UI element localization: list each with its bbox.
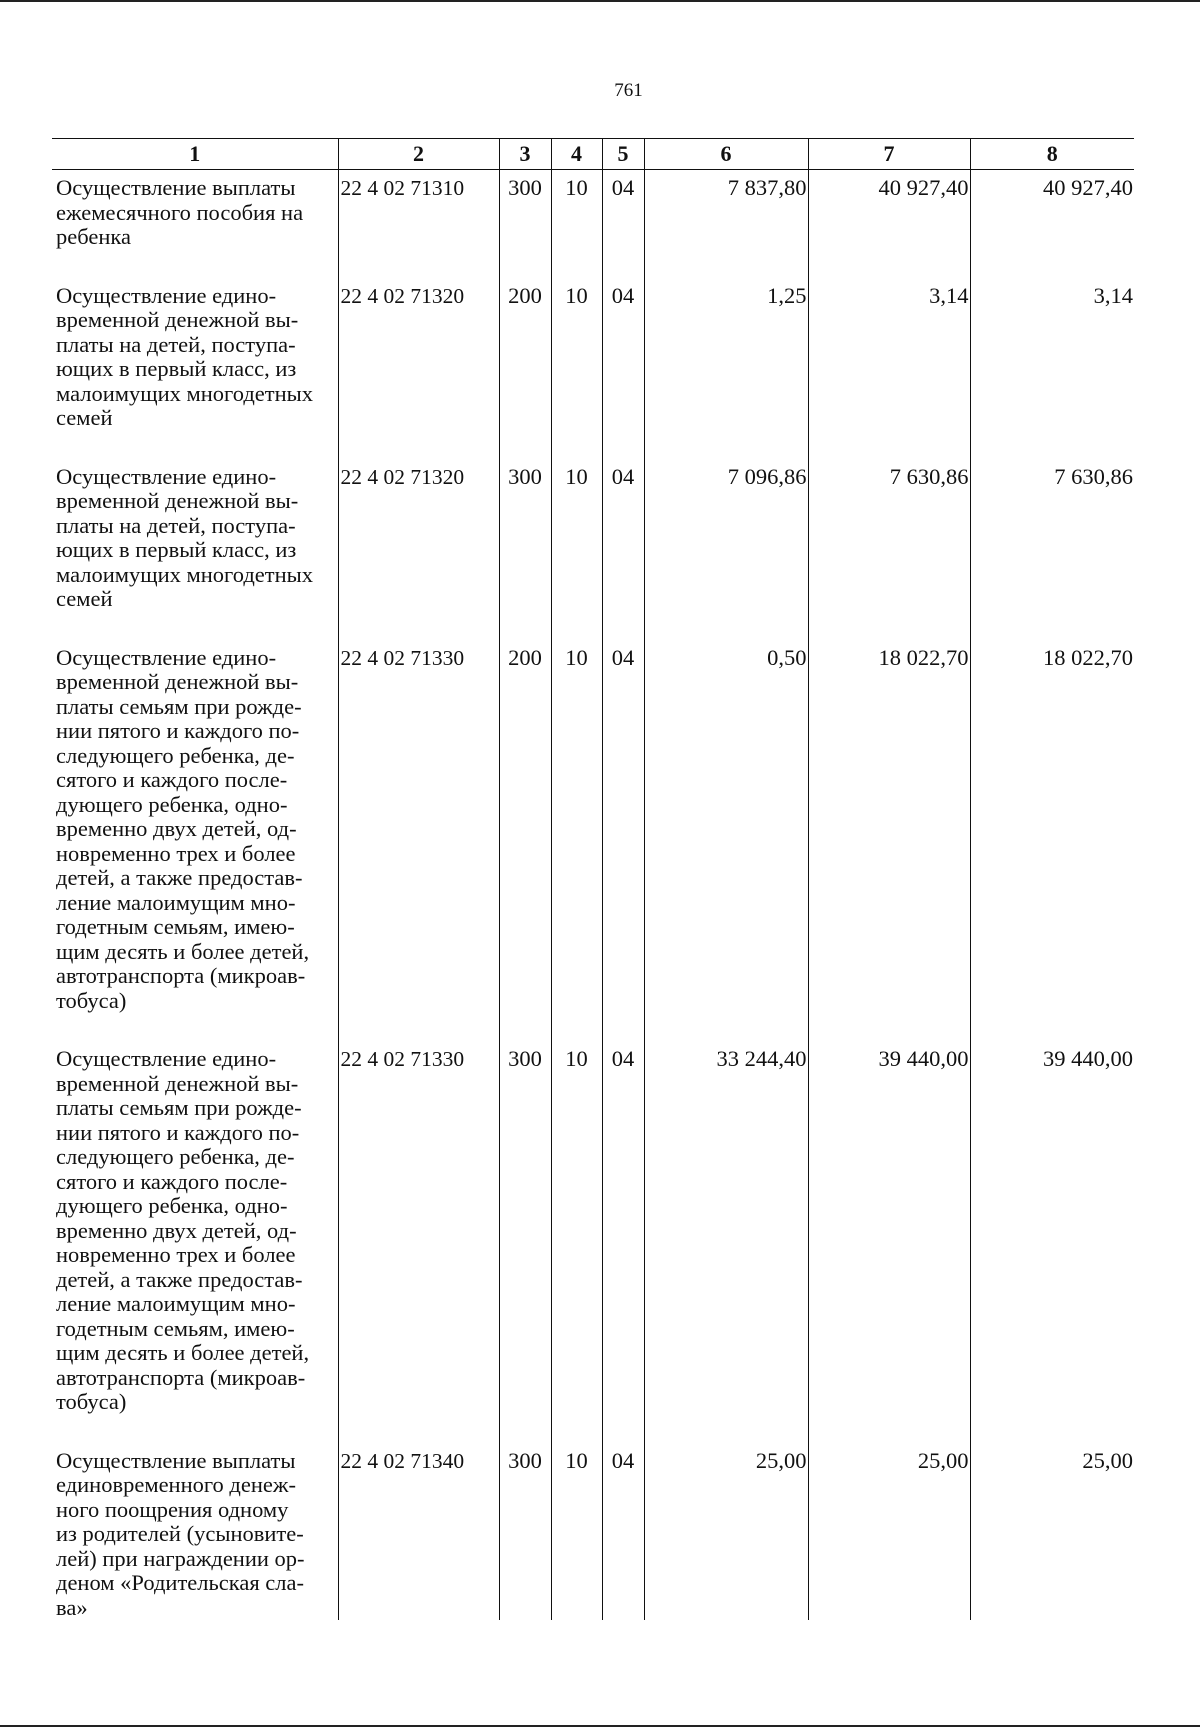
table-row	[52, 459, 1134, 612]
row-col3: 300	[499, 1041, 551, 1415]
row-col8: 39 440,00	[970, 1041, 1134, 1415]
row-name-line: нии пятого и каждого по-	[56, 1119, 300, 1145]
col-header-8: 8	[970, 139, 1134, 170]
col-header-3: 3	[499, 139, 551, 170]
row-col8: 7 630,86	[970, 459, 1134, 612]
row-gap	[52, 1013, 1134, 1041]
col-header-7: 7	[808, 139, 970, 170]
row-name-line: сятого и каждого после-	[56, 1168, 288, 1194]
row-code: 22 4 02 71340	[338, 1443, 499, 1621]
row-name-line: тобуса)	[56, 987, 127, 1013]
col-header-1: 1	[52, 139, 338, 170]
row-col7: 3,14	[808, 278, 970, 431]
row-name-line: Осуществление едино-	[56, 1046, 277, 1071]
row-name-line: лей) при награждении ор-	[56, 1545, 305, 1571]
row-col7: 39 440,00	[808, 1041, 970, 1415]
col-header-2: 2	[338, 139, 499, 170]
row-col4: 10	[551, 1443, 602, 1621]
row-name-line: единовременного денеж-	[56, 1472, 296, 1497]
row-name-line: семей	[56, 586, 113, 611]
row-col6: 1,25	[644, 278, 808, 431]
row-name-line: дующего ребенка, одно-	[56, 791, 288, 817]
row-col8: 40 927,40	[970, 170, 1134, 250]
col-header-6: 6	[644, 139, 808, 170]
row-name-cell	[52, 459, 338, 612]
row-code: 22 4 02 71310	[338, 170, 499, 250]
table-row	[52, 1443, 1134, 1621]
row-name-line: ребенка	[56, 224, 131, 249]
row-name-cell	[52, 278, 338, 431]
row-name-cell	[52, 1041, 338, 1415]
row-col5: 04	[602, 1443, 644, 1621]
row-col6: 7 096,86	[644, 459, 808, 612]
row-name-line: ление малоимущим мно-	[56, 889, 296, 915]
row-name-line: детей, а также предостав-	[56, 865, 303, 890]
row-name-line: временной денежной вы-	[56, 669, 299, 694]
row-col6: 0,50	[644, 640, 808, 1014]
row-name-line: платы семьям при рожде-	[56, 693, 302, 719]
row-code: 22 4 02 71330	[338, 640, 499, 1014]
row-name-line: автотранспорта (микроав-	[56, 963, 306, 988]
row-col3: 300	[499, 1443, 551, 1621]
row-col8: 3,14	[970, 278, 1134, 431]
row-name-line: щим десять и более детей,	[56, 938, 310, 964]
table-row	[52, 170, 1134, 250]
row-gap	[52, 431, 1134, 459]
row-col4: 10	[551, 170, 602, 250]
row-name-line: малоимущих многодетных	[56, 561, 313, 587]
row-code: 22 4 02 71330	[338, 1041, 499, 1415]
row-name-line: ющих в первый класс, из	[56, 356, 297, 381]
row-name-line: Осуществление выплаты	[56, 175, 296, 200]
row-name-line: ежемесячного пособия на	[56, 199, 304, 225]
table-row	[52, 278, 1134, 431]
row-col5: 04	[602, 640, 644, 1014]
row-name-line: платы на детей, поступа-	[56, 512, 296, 538]
row-col5: 04	[602, 1041, 644, 1415]
row-name-line: нии пятого и каждого по-	[56, 718, 300, 743]
row-col6: 25,00	[644, 1443, 808, 1621]
row-name-line: автотранспорта (микроав-	[56, 1364, 306, 1390]
row-col3: 300	[499, 459, 551, 612]
row-col8: 18 022,70	[970, 640, 1134, 1014]
row-col5: 04	[602, 278, 644, 431]
row-col7: 7 630,86	[808, 459, 970, 612]
row-col4: 10	[551, 459, 602, 612]
row-col6: 33 244,40	[644, 1041, 808, 1415]
col-header-5: 5	[602, 139, 644, 170]
row-col4: 10	[551, 278, 602, 431]
row-gap	[52, 612, 1134, 640]
header-row	[52, 139, 1134, 170]
row-col3: 300	[499, 170, 551, 250]
row-gap	[52, 1415, 1134, 1443]
row-col8: 25,00	[970, 1443, 1134, 1621]
row-name-line: временной денежной вы-	[56, 488, 299, 513]
row-name-line: сятого и каждого после-	[56, 767, 288, 792]
row-name-line: Осуществление едино-	[56, 644, 277, 670]
row-name-line: временно двух детей, од-	[56, 816, 297, 841]
row-name-line: временной денежной вы-	[56, 1070, 299, 1096]
row-name-line: платы семьям при рожде-	[56, 1095, 302, 1120]
row-col3: 200	[499, 640, 551, 1014]
row-code: 22 4 02 71320	[338, 459, 499, 612]
row-name-line: семей	[56, 405, 113, 430]
row-name-line: детей, а также предостав-	[56, 1266, 303, 1292]
col-header-4: 4	[551, 139, 602, 170]
row-name-line: ление малоимущим мно-	[56, 1291, 296, 1316]
row-col4: 10	[551, 1041, 602, 1415]
row-name-line: Осуществление едино-	[56, 463, 277, 489]
row-name-line: временно двух детей, од-	[56, 1217, 297, 1243]
row-gap	[52, 250, 1134, 278]
row-name-line: следующего ребенка, де-	[56, 1144, 295, 1169]
row-name-line: из родителей (усыновите-	[56, 1521, 304, 1546]
row-name-line: ющих в первый класс, из	[56, 537, 297, 562]
row-col4: 10	[551, 640, 602, 1014]
row-name-line: временной денежной вы-	[56, 307, 299, 332]
row-name-cell	[52, 170, 338, 250]
row-name-cell	[52, 1443, 338, 1621]
row-name-line: щим десять и более детей,	[56, 1340, 310, 1365]
row-name-line: тобуса)	[56, 1389, 127, 1414]
row-name-line: следующего ребенка, де-	[56, 742, 295, 768]
row-name-line: ного поощрения одному	[56, 1496, 289, 1522]
row-name-line: Осуществление едино-	[56, 282, 277, 308]
row-name-line: новременно трех и более	[56, 840, 296, 866]
row-col7: 18 022,70	[808, 640, 970, 1014]
page-number: 761	[614, 80, 643, 101]
row-col5: 04	[602, 459, 644, 612]
row-col3: 200	[499, 278, 551, 431]
row-name-line: ва»	[56, 1594, 88, 1620]
row-name-cell	[52, 640, 338, 1014]
row-name-line: платы на детей, поступа-	[56, 331, 296, 357]
row-col7: 40 927,40	[808, 170, 970, 250]
row-code: 22 4 02 71320	[338, 278, 499, 431]
table-row	[52, 1041, 1134, 1415]
row-name-line: годетным семьям, имею-	[56, 1315, 295, 1341]
row-name-line: дующего ребенка, одно-	[56, 1193, 288, 1218]
row-col5: 04	[602, 170, 644, 250]
row-name-line: деном «Родительская сла-	[56, 1570, 304, 1595]
budget-table	[52, 138, 1134, 1620]
row-name-line: годетным семьям, имею-	[56, 914, 295, 939]
row-col6: 7 837,80	[644, 170, 808, 250]
scan-edge-top	[0, 0, 1200, 2]
row-name-line: малоимущих многодетных	[56, 380, 313, 406]
table-row	[52, 640, 1134, 1014]
row-name-line: Осуществление выплаты	[56, 1447, 296, 1473]
row-col7: 25,00	[808, 1443, 970, 1621]
row-name-line: новременно трех и более	[56, 1242, 296, 1267]
